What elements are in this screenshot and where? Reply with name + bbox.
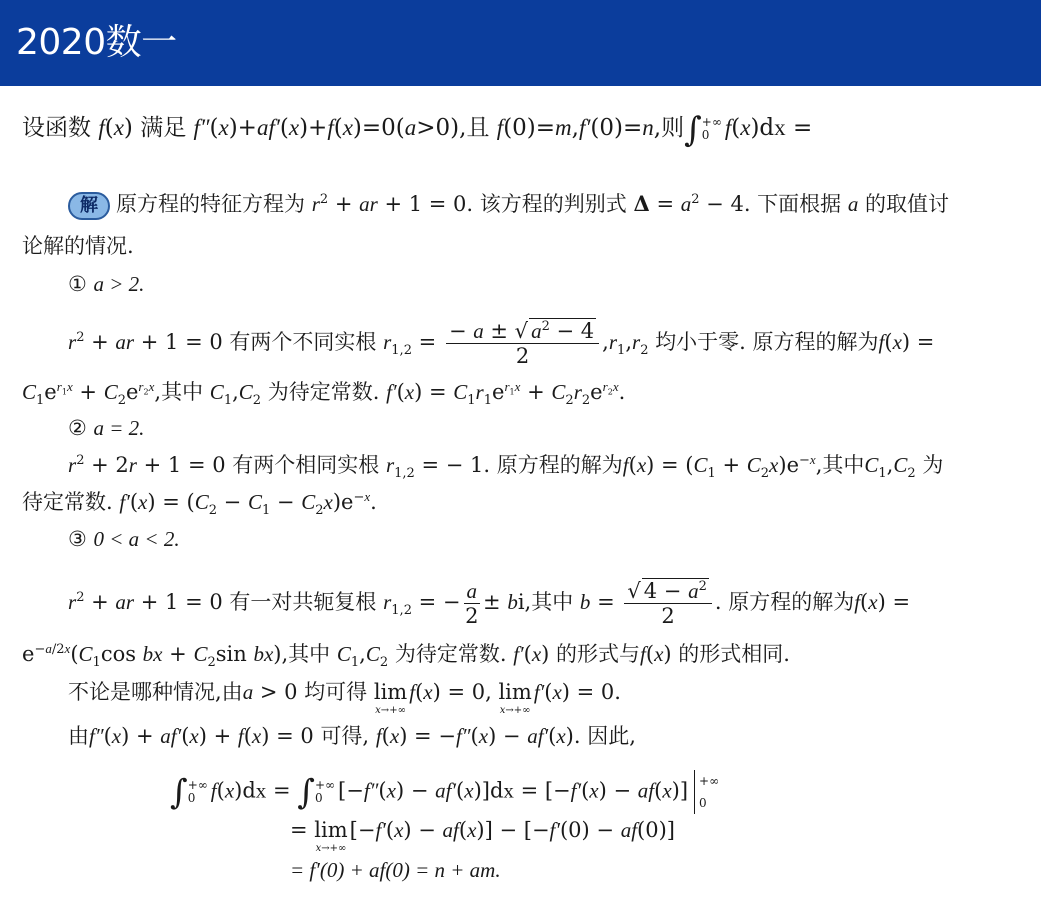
case1-label: ①: [68, 272, 87, 296]
case3-text-2: ,其中: [524, 590, 574, 614]
case3-text-6: 的形式与: [556, 642, 641, 666]
case3-text-7: 的形式相同.: [678, 642, 790, 666]
from-text-2: 可得,: [320, 724, 370, 748]
case2-label: ②: [68, 416, 87, 440]
case1-cond: a > 2.: [93, 272, 145, 296]
case3-text-5: 为待定常数.: [394, 642, 507, 666]
case2-roots: $r^2 + 2r + 1 = 0$ 有两个相同实根 $r_{1,2}$ = − 1. 原方程的解为$f(x) = (C_1 + C_2x)e^{-x}$,其中$C_1,C_2$ 为: [68, 452, 944, 482]
conclusion-text-2: 均可得: [304, 680, 368, 704]
intro-text-2: . 该方程的判别式: [466, 192, 627, 216]
case2-derivative: 待定常数. $f'(x) = (C_2 - C_1 - C_2x)e^{-x}$.: [22, 489, 377, 519]
solution-intro-cont: 论解的情况.: [22, 234, 134, 258]
case2-text-2: . 原方程的解为: [483, 453, 623, 477]
title-banner: [0, 0, 1041, 86]
limits-line: 不论是哪种情况,由a > 0 均可得 lim x→+∞ f(x) = 0, lim x→+∞ f′(x) = 0.: [68, 680, 621, 716]
case3-text-1: 有一对共轭复根: [229, 590, 377, 614]
question-cond: 满足: [140, 115, 187, 141]
case1-text-3: ,其中: [154, 380, 204, 404]
case2-text-1: 有两个相同实根: [232, 453, 380, 477]
conclusion-text-1: 不论是哪种情况,由: [68, 680, 243, 704]
solution-intro: 解 原方程的特征方程为 $r^2$ + ar + 1 = 0. 该方程的判别式 $\Delta = a^2 - 4$. 下面根据 a 的取值讨: [68, 190, 949, 220]
case3-roots: $r^2$ + ar + 1 = 0 有一对共轭复根 $r_{1,2}$ = − $\frac{a}{2}$ ± bi,其中 b = $\frac{√ 4 - a^2}{2}$ . 原方程的解为f(x) =: [68, 579, 911, 628]
case2-text-4: 为: [922, 453, 944, 477]
case1-text-2: 均小于零. 原方程的解为: [655, 330, 879, 354]
question-then: ,则: [653, 115, 685, 141]
case2-heading: [68, 414, 144, 442]
case1-heading: [68, 270, 144, 298]
case3-cond: 0 < a < 2.: [93, 527, 180, 551]
solution-badge: 解: [68, 192, 110, 220]
question-and: ,且: [459, 115, 490, 141]
case3-text-3: . 原方程的解为: [714, 590, 855, 614]
case1-text-4: 为待定常数.: [267, 380, 380, 404]
case3-solution: $e^{-a/2x}(C_1\cos$ bx + $C_2\sin$ bx),其中 $C_1,C_2$ 为待定常数. f′(x) 的形式与f(x) 的形式相同.: [22, 641, 790, 671]
case3-label: ③: [68, 527, 87, 551]
from-text-3: . 因此,: [573, 724, 636, 748]
case3-text-4: ,其中: [281, 642, 331, 666]
final-result: = f′(0) + af(0) = n + am.: [290, 858, 501, 882]
intro-text-1: 原方程的特征方程为: [116, 192, 305, 216]
case2-text-5: 待定常数.: [22, 490, 113, 514]
integral-line-2: = lim x→+∞ [−f′(x) − af(x)] − [−f′(0) − af(0)]: [290, 818, 675, 854]
case1-solution: $C_1e^{r_1x} + C_2e^{r_2x}$,其中 $C_1,C_2$ 为待定常数. $f'(x) = C_1r_1e^{r_1x} + C_2r_2e^{r_2x}$.: [22, 379, 626, 409]
from-text-1: 由: [68, 724, 89, 748]
case2-cond: a = 2.: [93, 416, 145, 440]
case3-heading: [68, 525, 180, 553]
rearrange-line: 由f″(x) + af′(x) + f(x) = 0 可得, f(x) = −f″(x) − af′(x). 因此,: [68, 724, 636, 748]
case2-text-3: ,其中: [815, 453, 865, 477]
case1-roots: $r^2$ + ar + 1 = 0 有两个不同实根 $r_{1,2}$ = $\frac{- a \pm √ a^2 - 4}{2}$ $,r_1,r_2$ 均小于零. 原方程的解为f(x) =: [68, 319, 935, 368]
integral-line-1: ∫ +∞ 0 f(x)dx = ∫ +∞ 0 [−f″(x) − af′(x)]dx = [−f′(x) − af(x)] +∞ 0: [170, 770, 719, 814]
question-prefix: 设函数: [22, 115, 91, 141]
intro-text-3: . 下面根据: [743, 192, 842, 216]
page-title: 2020数一: [16, 22, 177, 63]
case1-text-1: 有两个不同实根: [229, 330, 377, 354]
question-line: 设函数 f(x) 满足 f″(x)+af′(x)+f(x)=0(a>0),且 f(0)=m,f′(0)=n,则∫ +∞ 0 f(x)dx =: [22, 110, 813, 150]
intro-text-4: 的取值讨: [865, 192, 950, 216]
